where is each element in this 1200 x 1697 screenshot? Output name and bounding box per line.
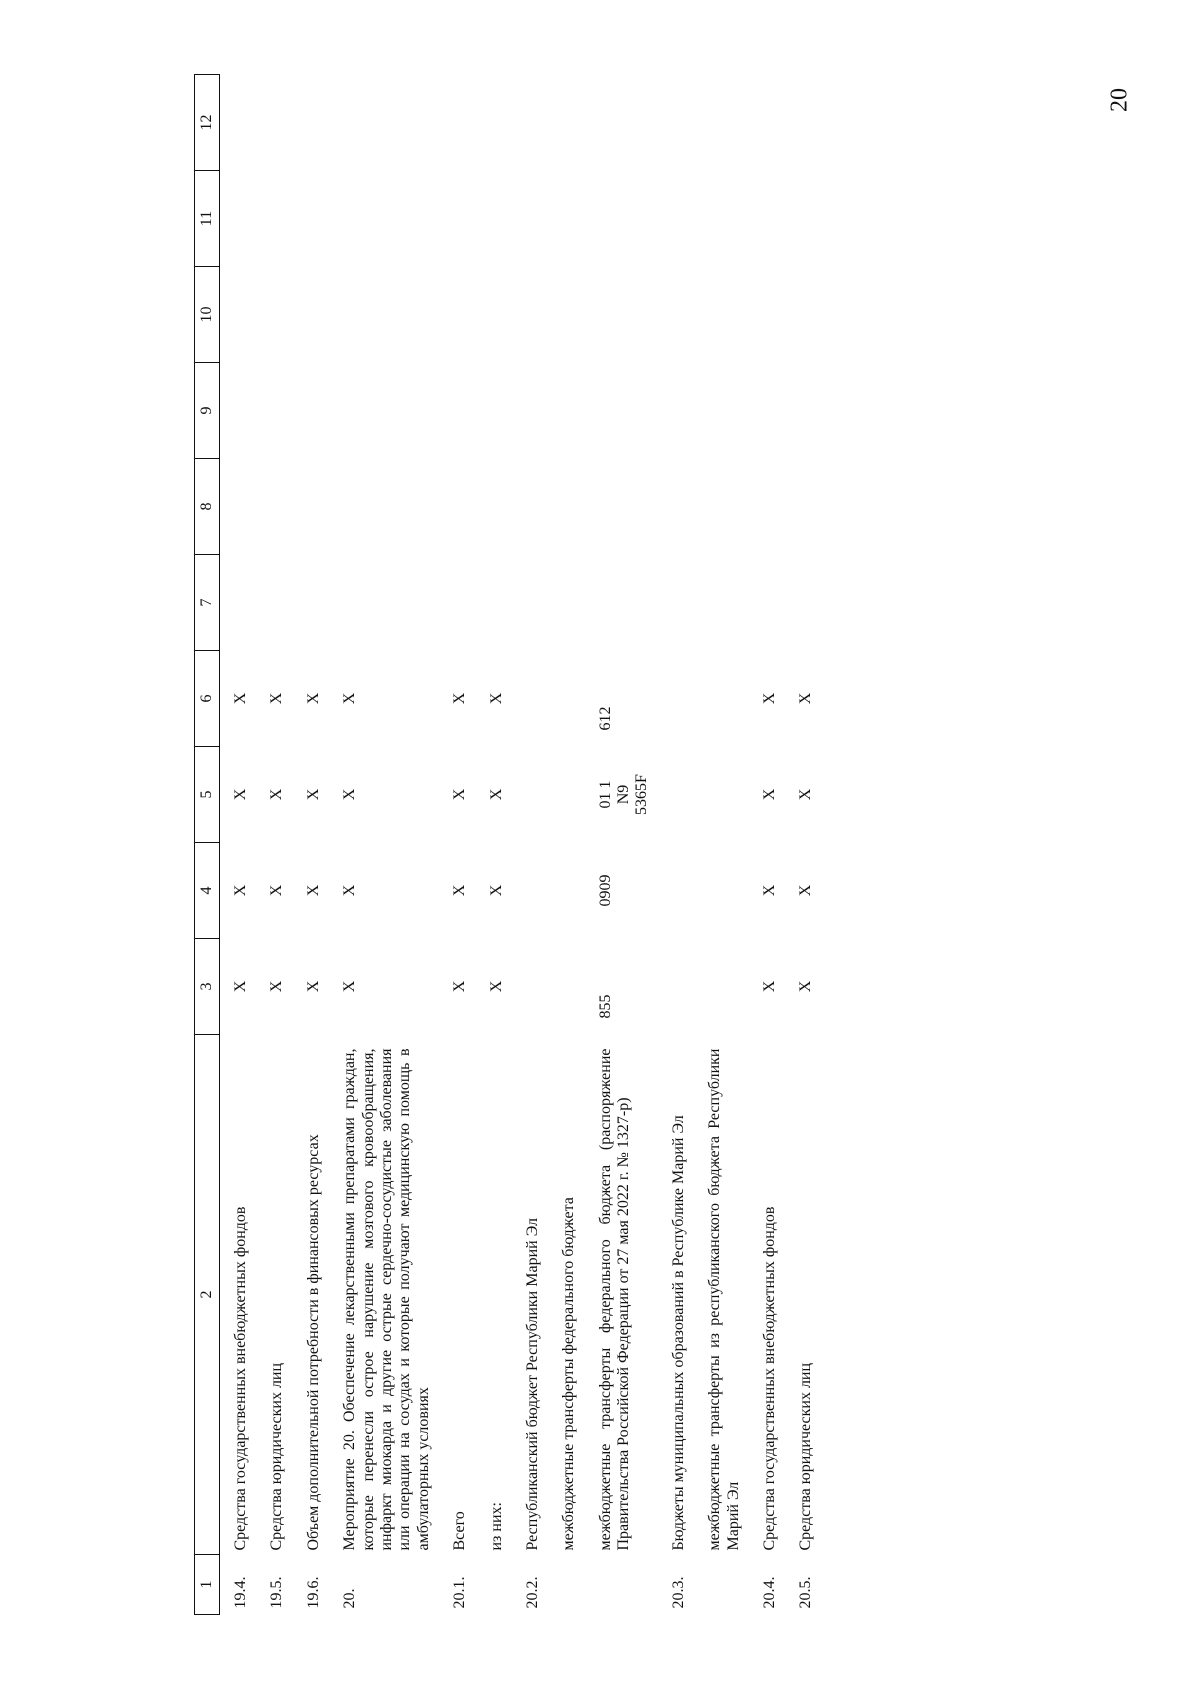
column-header: 12 [195, 75, 220, 171]
table-row [548, 75, 584, 1615]
cell-col12 [785, 75, 821, 171]
row-description: Средства государственных внебюджетных фондов [761, 1206, 779, 1551]
row-number: 20.4. [761, 1576, 779, 1609]
cell-col8 [785, 459, 821, 555]
cell-col8 [439, 459, 475, 555]
cell-col8 [220, 459, 257, 555]
cell-col4 [694, 843, 749, 939]
cell-col11 [658, 171, 694, 267]
cell-col8 [548, 459, 584, 555]
cell-col10 [439, 267, 475, 363]
row-number: 20. [341, 1588, 359, 1609]
cell-col12 [293, 75, 329, 171]
row-description: Средства юридических лиц [797, 1362, 815, 1551]
cell-col11 [694, 171, 749, 267]
cell-col7 [585, 555, 658, 651]
cell-col10 [220, 267, 257, 363]
cell-col4 [548, 843, 584, 939]
cell-col5 [694, 747, 749, 843]
row-number: 20.2. [523, 1576, 541, 1609]
cell-col7 [749, 555, 785, 651]
cell-col12 [256, 75, 292, 171]
column-number-header-row [195, 75, 220, 1615]
cell-col12 [476, 75, 512, 171]
cell-col11 [785, 171, 821, 267]
cell-col4 [512, 843, 548, 939]
cell-col12 [329, 75, 439, 171]
cell-col6: X [797, 692, 815, 705]
cell-col10 [658, 267, 694, 363]
row-number [694, 1555, 749, 1615]
table-row [439, 75, 475, 1615]
cell-col11 [439, 171, 475, 267]
cell-col6 [658, 651, 694, 747]
cell-col11 [256, 171, 292, 267]
cell-col3: X [487, 980, 505, 993]
cell-col6: X [341, 692, 359, 705]
cell-col12 [439, 75, 475, 171]
row-description: межбюджетные трансферты федерального бюджета (распоряжение Правительства Российской Федерации от 27 мая 2022 г. № 1327-р) [596, 1048, 633, 1551]
table-row [585, 75, 658, 1615]
column-header: 11 [195, 171, 220, 267]
cell-col3: 855 [596, 994, 614, 1019]
cell-col6 [512, 651, 548, 747]
row-number: 20.5. [797, 1576, 815, 1609]
cell-col11 [749, 171, 785, 267]
cell-col11 [220, 171, 257, 267]
cell-col10 [548, 267, 584, 363]
cell-col5: X [304, 788, 322, 801]
table-row [512, 75, 548, 1615]
cell-col4: X [451, 884, 469, 897]
cell-col10 [476, 267, 512, 363]
cell-col4: 0909 [596, 874, 614, 907]
row-number: 19.6. [304, 1576, 322, 1609]
row-number: 20.1. [451, 1576, 469, 1609]
cell-col12 [658, 75, 694, 171]
cell-col6: X [304, 692, 322, 705]
row-description: межбюджетные трансферты федерального бюджета [560, 1197, 578, 1551]
cell-col7 [512, 555, 548, 651]
page-number: 20 [1106, 88, 1133, 112]
cell-col3 [548, 939, 584, 1035]
cell-col8 [293, 459, 329, 555]
cell-col10 [585, 267, 658, 363]
cell-col12 [548, 75, 584, 171]
row-description: Объем дополнительной потребности в финансовых ресурсах [304, 1134, 322, 1551]
cell-col6: X [761, 692, 779, 705]
cell-col5: X [268, 788, 286, 801]
budget-table [194, 74, 822, 1615]
cell-col3: X [341, 980, 359, 993]
cell-col9 [329, 363, 439, 459]
cell-col12 [585, 75, 658, 171]
cell-col11 [476, 171, 512, 267]
cell-col11 [293, 171, 329, 267]
cell-col3: X [797, 980, 815, 993]
row-number [548, 1555, 584, 1615]
cell-col8 [658, 459, 694, 555]
cell-col12 [749, 75, 785, 171]
cell-col7 [694, 555, 749, 651]
cell-col3 [658, 939, 694, 1035]
cell-col3: X [268, 980, 286, 993]
cell-col9 [476, 363, 512, 459]
table-row [785, 75, 821, 1615]
column-header: 3 [195, 939, 220, 1035]
row-description: межбюджетные трансферты из республиканского бюджета Республики Марий Эл [706, 1048, 742, 1551]
cell-col5 [548, 747, 584, 843]
table-row [476, 75, 512, 1615]
row-number: 20.3. [669, 1576, 687, 1609]
cell-col7 [658, 555, 694, 651]
column-header: 9 [195, 363, 220, 459]
row-description: Средства государственных внебюджетных фондов [232, 1206, 249, 1551]
cell-col5: X [451, 788, 469, 801]
cell-col8 [476, 459, 512, 555]
cell-col4: X [487, 884, 505, 897]
cell-col3: X [232, 980, 249, 993]
cell-col11 [585, 171, 658, 267]
cell-col5-line: 01 1 [596, 780, 614, 809]
cell-col6: 612 [596, 706, 614, 731]
cell-col5: X [797, 788, 815, 801]
column-header: 8 [195, 459, 220, 555]
cell-col10 [512, 267, 548, 363]
cell-col6: X [487, 692, 505, 705]
cell-col7 [476, 555, 512, 651]
cell-col6 [694, 651, 749, 747]
cell-col10 [293, 267, 329, 363]
cell-col9 [694, 363, 749, 459]
row-description: Всего [451, 1511, 469, 1551]
cell-col9 [548, 363, 584, 459]
cell-col11 [329, 171, 439, 267]
row-number [476, 1555, 512, 1615]
cell-col5 [585, 747, 658, 843]
cell-col4: X [341, 884, 359, 897]
cell-col6: X [268, 692, 286, 705]
cell-col5-line: N9 [615, 784, 633, 805]
cell-col3: X [304, 980, 322, 993]
cell-col5 [658, 747, 694, 843]
cell-col4 [658, 843, 694, 939]
cell-col5 [512, 747, 548, 843]
table-row [658, 75, 694, 1615]
column-header: 1 [195, 1555, 220, 1615]
cell-col11 [548, 171, 584, 267]
cell-col4: X [304, 884, 322, 897]
table-row [256, 75, 292, 1615]
cell-col5: X [341, 788, 359, 801]
cell-col9 [439, 363, 475, 459]
cell-col9 [658, 363, 694, 459]
cell-col6 [548, 651, 584, 747]
cell-col11 [512, 171, 548, 267]
cell-col9 [785, 363, 821, 459]
cell-col7 [785, 555, 821, 651]
rotated-table-container [194, 75, 994, 1615]
row-number: 19.5. [268, 1576, 286, 1609]
cell-col5: X [232, 788, 249, 801]
row-description: Бюджеты муниципальных образований в Республике Марий Эл [669, 1115, 687, 1551]
row-number [585, 1555, 658, 1615]
cell-col7 [329, 555, 439, 651]
cell-col3: X [761, 980, 779, 993]
cell-col9 [293, 363, 329, 459]
cell-col3: X [451, 980, 469, 993]
cell-col9 [585, 363, 658, 459]
row-description: Республиканский бюджет Республики Марий Эл [523, 1217, 541, 1551]
cell-col5-line: 5365F [633, 774, 651, 815]
row-number: 19.4. [232, 1576, 249, 1609]
row-description: Средства юридических лиц [268, 1362, 286, 1551]
cell-col5: X [761, 788, 779, 801]
column-header: 7 [195, 555, 220, 651]
cell-col10 [329, 267, 439, 363]
cell-col8 [585, 459, 658, 555]
cell-col3 [512, 939, 548, 1035]
column-header: 2 [195, 1035, 220, 1555]
cell-col9 [512, 363, 548, 459]
cell-col8 [694, 459, 749, 555]
cell-col3 [694, 939, 749, 1035]
table-row [220, 75, 257, 1615]
cell-col4: X [797, 884, 815, 897]
column-header: 5 [195, 747, 220, 843]
cell-col10 [785, 267, 821, 363]
cell-col7 [548, 555, 584, 651]
table-row [749, 75, 785, 1615]
cell-col6: X [451, 692, 469, 705]
cell-col10 [749, 267, 785, 363]
cell-col6: X [232, 692, 249, 705]
cell-col12 [694, 75, 749, 171]
cell-col12 [512, 75, 548, 171]
row-description: Мероприятие 20. Обеспечение лекарственными препаратами граждан, которые перенесли острое нарушение мозгового кровообращения, инфаркт миокарда и другие острые сердечно-сосудистые заболевания или операции на сосудах и которые получают медицинскую помощь в амбулаторных условиях [341, 1048, 432, 1551]
cell-col9 [220, 363, 257, 459]
cell-col7 [439, 555, 475, 651]
cell-col9 [749, 363, 785, 459]
cell-col4: X [232, 884, 249, 897]
cell-col8 [256, 459, 292, 555]
table-row [329, 75, 439, 1615]
cell-col9 [256, 363, 292, 459]
cell-col8 [329, 459, 439, 555]
row-description: из них: [487, 1502, 505, 1551]
column-header: 4 [195, 843, 220, 939]
table-row [293, 75, 329, 1615]
column-header: 10 [195, 267, 220, 363]
cell-col7 [220, 555, 257, 651]
cell-col7 [256, 555, 292, 651]
cell-col4: X [268, 884, 286, 897]
cell-col4: X [761, 884, 779, 897]
column-header: 6 [195, 651, 220, 747]
cell-col7 [293, 555, 329, 651]
table-row [694, 75, 749, 1615]
cell-col8 [512, 459, 548, 555]
cell-col10 [256, 267, 292, 363]
cell-col8 [749, 459, 785, 555]
cell-col12 [220, 75, 257, 171]
cell-col10 [694, 267, 749, 363]
cell-col5: X [487, 788, 505, 801]
